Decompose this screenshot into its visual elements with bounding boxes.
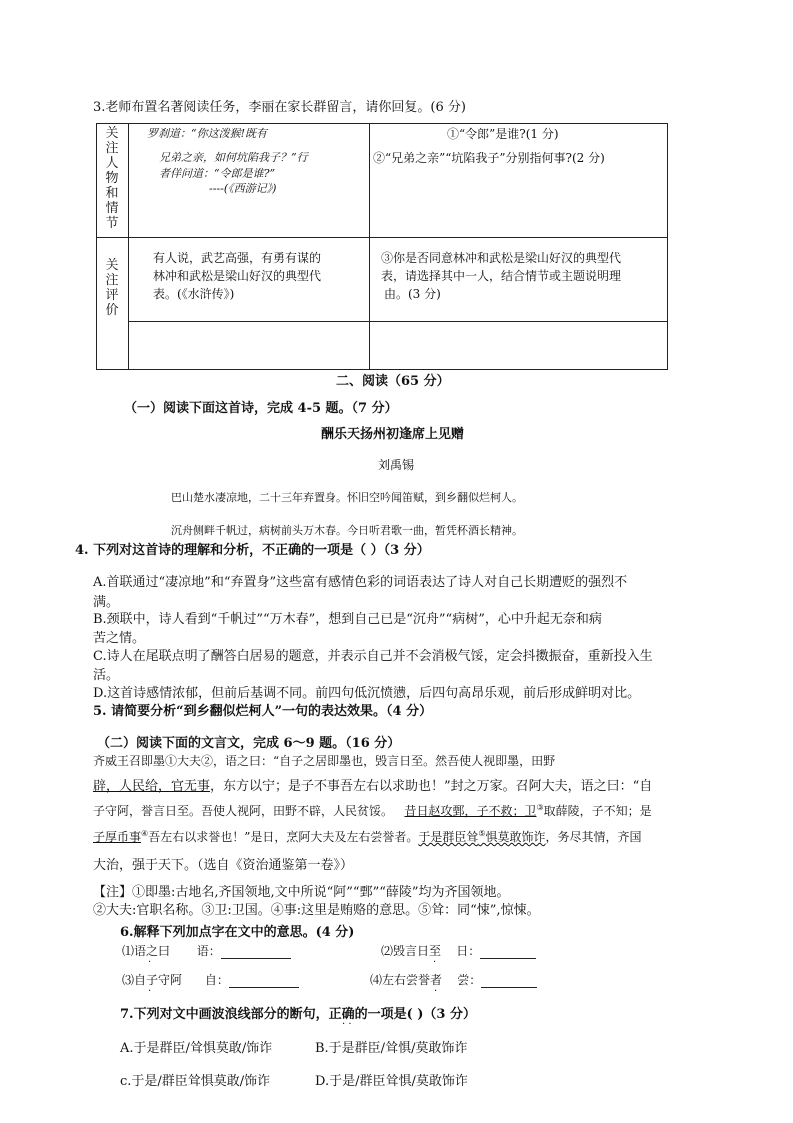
classical-line-1: 齐威王召即墨①大夫②，语之曰：“自子之居即墨也，毁言日至。然吾使人视即墨，田野 (93, 754, 556, 768)
emphasis-dot: · (433, 957, 437, 968)
q6-item-3: ⑶自子守阿 自： (122, 971, 299, 988)
q7-stem: 7.下列对文中画波浪线部分的断句，正确的一项是( )（3 分） (120, 1007, 476, 1022)
underlined-phrase-1: 辟，人民给，官无事 (93, 779, 211, 794)
q7-option-b: B.于是群臣/耸惧/莫敢饰诈 (315, 1041, 468, 1056)
q5-stem: 5. 请简要分析“到乡翻似烂柯人”一句的表达效果。（4 分） (93, 704, 433, 719)
underlined-phrase-2: 昔日赵攻鄄，子不救；卫 (404, 804, 537, 818)
answer-blank-1[interactable] (221, 958, 291, 959)
quote-line-4: ----(《西游记》) (209, 182, 277, 195)
table-row-divider-1 (97, 237, 667, 238)
q4-option-c-2: 活。 (93, 668, 120, 683)
q3-sub1: ①“令郎”是谁?(1 分) (447, 127, 559, 141)
q6-item-4: ⑷左右尝誉者 尝： (370, 971, 537, 988)
q3-sub2: ②“兄弟之亲”“坑陷我子”分别指何事?(2 分) (373, 151, 605, 165)
q3-sub3-line-2: 表，请选择其中一人，结合情节或主题说明理 (381, 269, 622, 283)
q6-stem: 6.解释下列加点字在文中的意思。(4 分) (120, 925, 355, 940)
emphasis-dot: · · (342, 1019, 352, 1030)
eval-line-2: 林冲和武松是梁山好汉的典型代 (153, 269, 322, 283)
emphasis-dot: · (148, 986, 152, 997)
part1-heading: （一）阅读下面这首诗，完成 4-5 题。（7 分） (124, 401, 398, 416)
classical-line-2: 辟，人民给，官无事，东方以宁；是子不事吾左右以求助也！”封之万家。召阿大夫，语之曰：“自 (93, 779, 653, 794)
q7-option-d: D.于是/群臣耸惧/莫敢饰诈 (315, 1074, 468, 1089)
q4-option-b-2: 苦之情。 (93, 631, 146, 646)
eval-line-3: 表。(《水浒传》) (153, 287, 235, 301)
q6-item-1: ⑴语之曰 语： (122, 942, 291, 959)
table-row-divider-2 (128, 321, 667, 322)
wavy-underlined-phrase: 于是群臣耸⑤惧莫敢饰诈 (418, 829, 546, 844)
section-2-heading: 二、阅读（65 分） (336, 374, 450, 389)
q4-option-b-1: B.颈联中，诗人看到“千帆过”“万木春”，想到自己已是“沉舟”“病树”，心中升起无奈和病 (93, 612, 602, 627)
quote-line-3: 者佯问道：“令郎是谁?” (159, 167, 276, 180)
answer-blank-2[interactable] (480, 958, 536, 959)
table-col-divider-2 (369, 124, 370, 369)
annotation-2: ②大夫:官职名称。③卫:卫国。④事:这里是贿赂的意思。⑤耸：同“悚”,惊悚。 (93, 903, 540, 918)
answer-blank-4[interactable] (481, 987, 537, 988)
part2-heading: （二）阅读下面的文言文，完成 6～9 题。（16 分） (97, 736, 401, 751)
eval-line-1: 有人说，武艺高强，有勇有谋的 (153, 251, 322, 265)
classical-line-5: 大治，强于天下。（选自《资治通鉴第一卷》） (93, 858, 354, 873)
quote-line-1: 罗刹道：“你这泼猴!既有 (147, 127, 268, 140)
classical-line-4: 子厚币事④吾左右以求誉也！”是日，烹阿大夫及左右尝誉者。于是群臣耸⑤惧莫敢饰诈，务尽其情，齐国 (93, 829, 642, 844)
q4-stem: 4. 下列对这首诗的理解和分析，不正确的一项是（ ）（3 分） (75, 543, 430, 558)
row1-label: 关 注 人 物 和 情 节 (105, 126, 119, 231)
poem-line-2: 沉舟侧畔千帆过，病树前头万木春。今日听君歌一曲，暂凭杯酒长精神。 (171, 524, 523, 537)
emphasis-dot: · (148, 957, 152, 968)
q3-sub3-line-3: 由。(3 分) (384, 287, 441, 301)
emphasis-dot: · (434, 986, 438, 997)
poem-title: 酬乐天扬州初逢席上见赠 (321, 427, 465, 442)
answer-blank-3[interactable] (229, 987, 299, 988)
table-col-divider-1 (128, 124, 129, 369)
q4-option-c-1: C.诗人在尾联点明了酬答白居易的题意，并表示自己并不会消极气馁，定会抖擞振奋，重新投入生 (93, 649, 653, 664)
quote-line-2: 兄弟之亲，如何坑陷我子？”行 (159, 151, 308, 164)
row2-label: 关 注 评 价 (105, 258, 119, 318)
q4-option-a-2: 满。 (93, 595, 120, 610)
q3-title: 3.老师布置名著阅读任务，李丽在家长群留言，请你回复。(6 分) (93, 100, 466, 115)
q4-option-d: D.这首诗感情浓郁，但前后基调不同。前四句低沉愤懑，后四句高昂乐观，前后形成鲜明对比。 (93, 686, 641, 701)
q6-item-2: ⑵毁言日至 日： (381, 942, 536, 959)
q7-option-c: c.于是/群臣耸惧莫敢/饰诈 (120, 1074, 271, 1089)
q3-sub3-line-1: ③你是否同意林冲和武松是梁山好汉的典型代 (381, 251, 622, 265)
q7-option-a: A.于是群臣/耸惧莫敢/饰诈 (120, 1041, 273, 1056)
q4-option-a-1: A.首联通过“凄凉地”和“弃置身”这些富有感情色彩的词语表达了诗人对自己长期遭贬的强烈不 (93, 575, 628, 590)
annotation-1: 【注】①即墨:古地名,齐国领地,文中所说“阿”“鄄”“薛陵”均为齐国领地。 (93, 885, 510, 900)
classical-line-3: 子守阿，誉言日至。吾使人视阿，田野不辟，人民贫馁。 昔日赵攻鄄，子不救；卫③取薛陵，子不知；是 (93, 803, 652, 818)
poem-line-1: 巴山楚水凄凉地，二十三年弃置身。怀旧空吟闻笛赋，到乡翻似烂柯人。 (171, 491, 523, 504)
poem-author: 刘禹锡 (378, 458, 415, 472)
q3-table (96, 123, 668, 370)
